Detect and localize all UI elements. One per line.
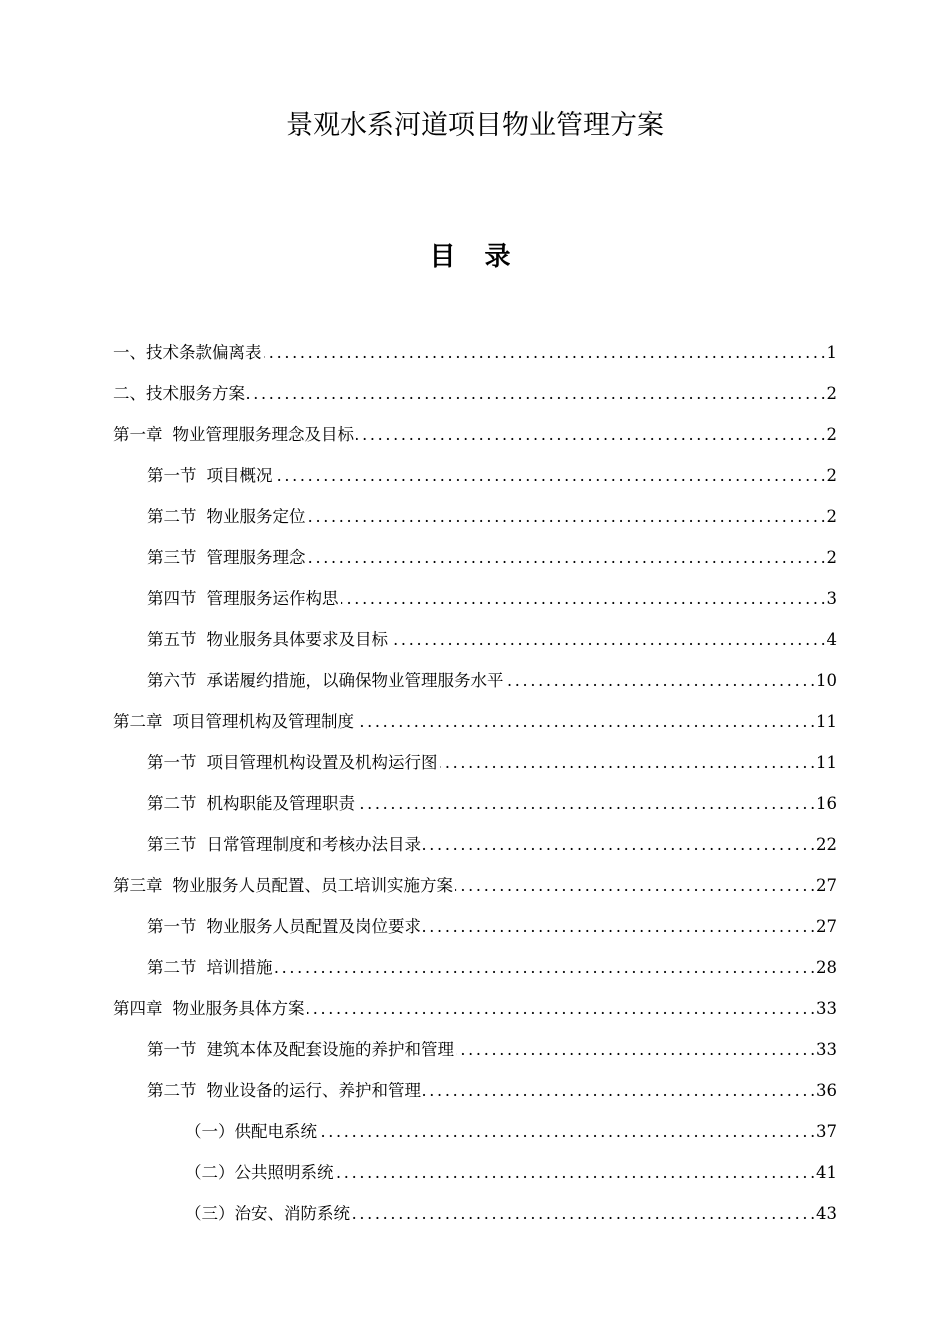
toc-entry-title <box>147 496 306 537</box>
toc-entry-page: 37 <box>816 1122 837 1141</box>
toc-entry-label: 物业管理服务理念及目标 <box>172 425 354 444</box>
toc-entry-page: 2 <box>826 507 837 526</box>
toc-entry-number: 第一节 <box>147 1040 197 1059</box>
toc-entry-label: 公共照明系统 <box>234 1163 334 1182</box>
toc-entry-label: 项目管理机构设置及机构运行图 <box>206 753 438 772</box>
toc-dot-leader <box>308 537 825 578</box>
toc-entry[interactable] <box>113 332 837 373</box>
toc-entry-title <box>147 742 438 783</box>
toc-entry-title <box>147 906 421 947</box>
toc-entry-number: 第一节 <box>147 753 197 772</box>
toc-entry[interactable] <box>147 537 837 578</box>
toc-entry-label: 治安、消防系统 <box>234 1204 350 1223</box>
toc-dot-leader <box>357 783 814 824</box>
toc-entry[interactable] <box>147 947 837 988</box>
toc-dot-leader <box>423 1070 814 1111</box>
toc-entry[interactable] <box>147 906 837 947</box>
toc-entry[interactable] <box>113 988 837 1029</box>
toc-entry[interactable] <box>147 619 837 660</box>
toc-entry-page: 4 <box>826 630 837 649</box>
toc-entry-title <box>185 1193 350 1234</box>
toc-entry-number: 二、 <box>113 384 146 403</box>
toc-entry-title <box>147 537 306 578</box>
toc-entry-page: 2 <box>826 548 837 567</box>
toc-entry-label: 培训措施 <box>206 958 273 977</box>
toc-entry[interactable] <box>147 455 837 496</box>
toc-entry[interactable] <box>113 373 837 414</box>
toc-entry-number: 第三节 <box>147 548 197 567</box>
toc-entry-page: 1 <box>826 343 837 362</box>
toc-entry-title <box>113 373 245 414</box>
toc-dot-leader <box>455 865 814 906</box>
toc-entry-number: 第二节 <box>147 507 197 526</box>
toc-entry-number: （三） <box>185 1204 235 1223</box>
toc-entry-title <box>185 1152 334 1193</box>
toc-dot-leader <box>308 496 825 537</box>
toc-dot-leader <box>356 414 825 455</box>
toc-entry-number: 第一章 <box>113 425 163 444</box>
toc-heading: 目 录 <box>429 242 521 272</box>
toc-entry-page: 10 <box>816 671 837 690</box>
toc-entry-number: 第四节 <box>147 589 197 608</box>
toc-entry-page: 2 <box>826 384 837 403</box>
toc-entry-label: 物业服务具体方案 <box>172 999 305 1018</box>
toc-entry-title <box>147 455 273 496</box>
toc-entry[interactable] <box>147 660 837 701</box>
toc-entry-number: 第一节 <box>147 917 197 936</box>
toc-entry-page: 27 <box>816 917 837 936</box>
toc-entry-page: 2 <box>826 425 837 444</box>
toc-entry[interactable] <box>185 1193 837 1234</box>
toc-dot-leader <box>341 578 825 619</box>
toc-entry-title <box>147 578 339 619</box>
toc-dot-leader <box>456 1029 814 1070</box>
toc-dot-leader <box>275 947 815 988</box>
toc-entry-page: 33 <box>816 999 837 1018</box>
toc-dot-leader <box>275 455 825 496</box>
toc-entry-page: 43 <box>816 1204 837 1223</box>
toc-entry-title <box>147 1029 454 1070</box>
toc-entry-title <box>147 783 355 824</box>
toc-entry-label: 管理服务理念 <box>206 548 306 567</box>
toc-entry-title <box>185 1111 317 1152</box>
toc-entry-label: 机构职能及管理职责 <box>206 794 355 813</box>
toc-entry-label: 管理服务运作构思 <box>206 589 339 608</box>
toc-entry-title <box>147 824 421 865</box>
toc-entry-page: 11 <box>816 712 837 731</box>
toc-entry-title <box>113 414 354 455</box>
toc-entry[interactable] <box>185 1111 837 1152</box>
toc-entry-label: 日常管理制度和考核办法目录 <box>206 835 421 854</box>
toc-entry[interactable] <box>147 578 837 619</box>
toc-entry-page: 16 <box>816 794 837 813</box>
toc-entry-number: 第二节 <box>147 958 197 977</box>
toc-entry-title <box>113 332 262 373</box>
toc-entry-label: 建筑本体及配套设施的养护和管理 <box>206 1040 454 1059</box>
toc-dot-leader <box>423 824 814 865</box>
toc-entry-title <box>147 947 273 988</box>
toc-entry-title <box>113 988 305 1029</box>
toc-entry-number: 第一节 <box>147 466 197 485</box>
toc-entry[interactable] <box>185 1152 837 1193</box>
toc-entry[interactable] <box>147 742 837 783</box>
toc-dot-leader <box>319 1111 814 1152</box>
toc-entry-page: 27 <box>816 876 837 895</box>
toc-entry-label: 项目概况 <box>206 466 273 485</box>
toc-dot-leader <box>336 1152 815 1193</box>
toc-entry-label: 物业服务人员配置及岗位要求 <box>206 917 421 936</box>
toc-entry-page: 22 <box>816 835 837 854</box>
toc-entry-label: 技术条款偏离表 <box>146 343 262 362</box>
toc-entry-label: 物业设备的运行、养护和管理 <box>206 1081 421 1100</box>
toc-dot-leader <box>506 660 815 701</box>
toc-entry-number: 第五节 <box>147 630 197 649</box>
toc-entry[interactable] <box>113 414 837 455</box>
toc-entry[interactable] <box>113 865 837 906</box>
toc-entry-title <box>147 1070 421 1111</box>
toc-entry-page: 2 <box>826 466 837 485</box>
toc-entry-label: 项目管理机构及管理制度 <box>172 712 354 731</box>
toc-entry-number: 第二章 <box>113 712 163 731</box>
toc-entry-page: 36 <box>816 1081 837 1100</box>
toc-entry-number: 第三节 <box>147 835 197 854</box>
toc-dot-leader <box>356 701 814 742</box>
toc-entry-label: 技术服务方案 <box>146 384 245 403</box>
toc-entry-number: （一） <box>185 1122 235 1141</box>
toc-entry-number: 一、 <box>113 343 146 362</box>
toc-entry-title <box>147 619 388 660</box>
toc-entry-number: 第六节 <box>147 671 197 690</box>
toc-entry-label: 供配电系统 <box>234 1122 317 1141</box>
document-title: 景观水系河道项目物业管理方案 <box>286 110 664 141</box>
toc-dot-leader <box>352 1193 814 1234</box>
toc-entry[interactable] <box>113 701 837 742</box>
toc-entry-page: 3 <box>826 589 837 608</box>
toc-entry[interactable] <box>147 824 837 865</box>
toc-entry-page: 33 <box>816 1040 837 1059</box>
toc-dot-leader <box>423 906 814 947</box>
toc-entry-title <box>113 701 354 742</box>
toc-entry-label: 物业服务定位 <box>206 507 306 526</box>
toc-entry-number: 第二节 <box>147 794 197 813</box>
toc-entry-number: （二） <box>185 1163 235 1182</box>
toc-entry[interactable] <box>147 1070 837 1111</box>
toc-entry[interactable] <box>147 783 837 824</box>
toc-entry-title <box>113 865 453 906</box>
toc-entry-label: 物业服务人员配置、员工培训实施方案 <box>172 876 453 895</box>
toc-entry-number: 第三章 <box>113 876 163 895</box>
toc-entry-title <box>147 660 504 701</box>
toc-dot-leader <box>264 332 825 373</box>
toc-dot-leader <box>247 373 825 414</box>
toc-dot-leader <box>440 742 815 783</box>
toc-entry-page: 11 <box>816 753 837 772</box>
toc-entry-label: 承诺履约措施，以确保物业管理服务水平 <box>206 671 504 690</box>
toc-entry-number: 第二节 <box>147 1081 197 1100</box>
toc-entry-number: 第四章 <box>113 999 163 1018</box>
toc-dot-leader <box>390 619 825 660</box>
toc-entry-page: 41 <box>816 1163 837 1182</box>
toc-entry-label: 物业服务具体要求及目标 <box>206 630 388 649</box>
toc-dot-leader <box>307 988 815 1029</box>
toc-entry[interactable] <box>147 1029 837 1070</box>
toc-entry[interactable] <box>147 496 837 537</box>
toc-entry-page: 28 <box>816 958 837 977</box>
